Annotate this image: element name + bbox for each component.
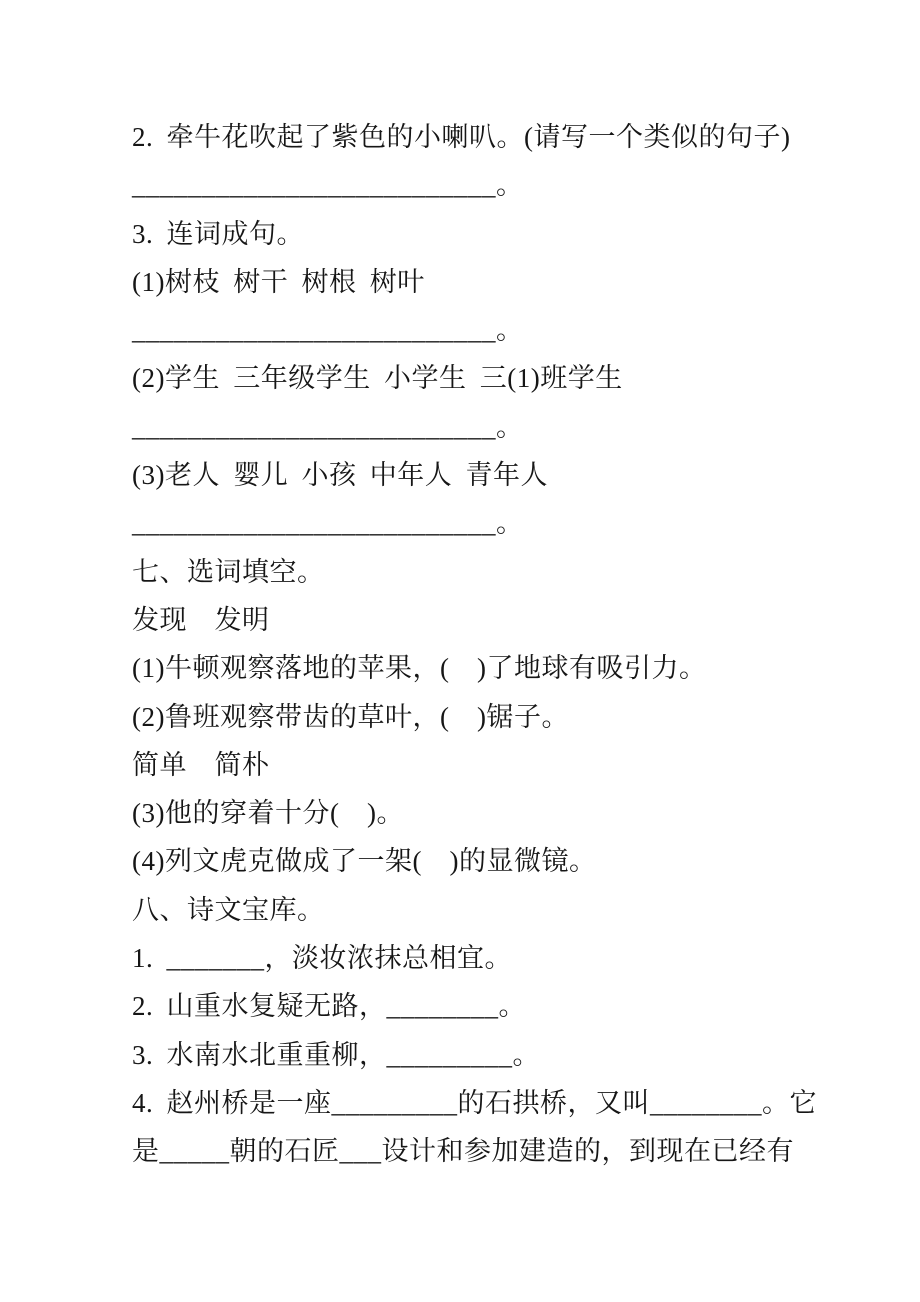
poem-item-2: 2. 山重水复疑无路，________。 [132,991,526,1022]
poem-item-1: 1. _______，淡妆浓抹总相宜。 [132,943,512,974]
answer-blank-line: __________________________。 [132,315,524,346]
answer-blank-line: __________________________。 [132,411,524,442]
question-2-sentence-imitation: 2. 牵牛花吹起了紫色的小喇叭。(请写一个类似的句子) [132,122,791,152]
word-list-item-1: (1)树枝 树干 树根 树叶 [132,266,425,297]
poem-item-4-line-1: 4. 赵州桥是一座_________的石拱桥，又叫________。它 [132,1087,817,1118]
word-bank-faxian-faming: 发现 发明 [132,604,270,635]
word-list-item-2: (2)学生 三年级学生 小学生 三(1)班学生 [132,363,623,394]
fill-blank-item-2: (2)鲁班观察带齿的草叶，( )锯子。 [132,701,569,732]
fill-blank-item-3: (3)他的穿着十分( )。 [132,798,404,829]
poem-item-4-line-2: 是_____朝的石匠___设计和参加建造的，到现在已经有 [132,1136,794,1167]
section-7-header: 七、选词填空。 [132,556,325,587]
answer-blank-line: __________________________。 [132,508,524,539]
fill-blank-item-4: (4)列文虎克做成了一架( )的显微镜。 [132,846,597,877]
word-list-item-3: (3)老人 婴儿 小孩 中年人 青年人 [132,460,548,491]
poem-item-3: 3. 水南水北重重柳，_________。 [132,1039,540,1070]
section-8-header: 八、诗文宝库。 [132,894,325,925]
fill-blank-item-1: (1)牛顿观察落地的苹果，( )了地球有吸引力。 [132,653,707,684]
answer-blank-line: __________________________。 [132,170,524,201]
question-3-header: 3. 连词成句。 [132,218,304,249]
word-bank-jiandan-jianpu: 简单 简朴 [132,749,270,780]
